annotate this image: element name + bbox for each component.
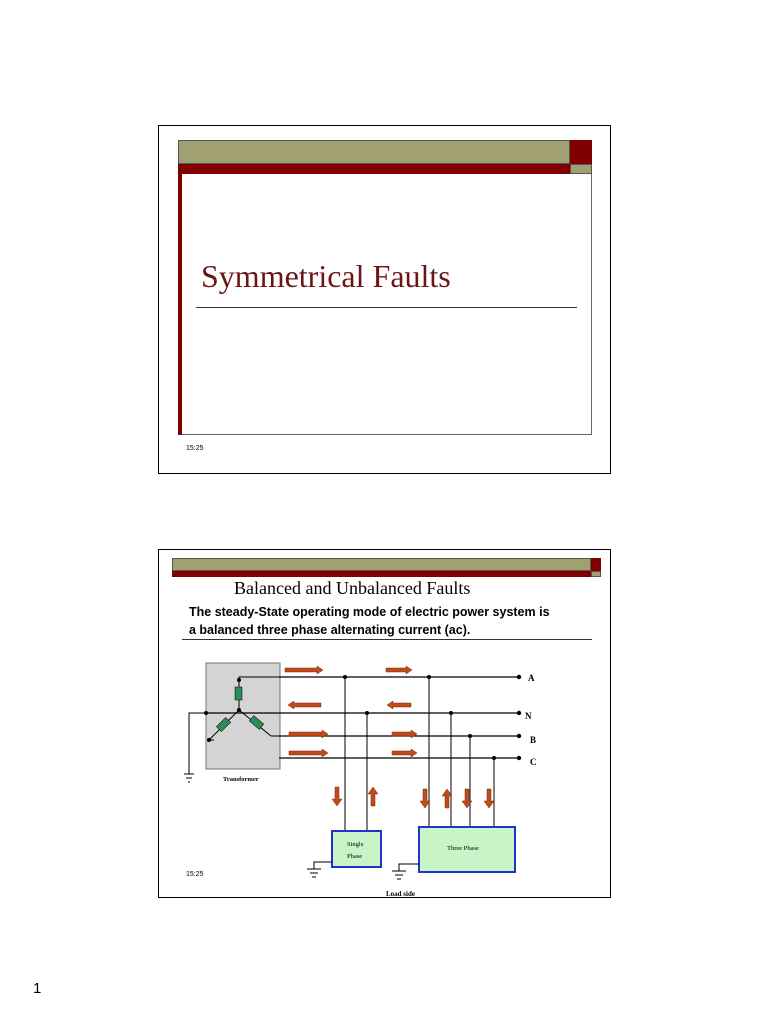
line-label-a: A bbox=[528, 673, 535, 683]
header-olive-square bbox=[570, 164, 592, 174]
frame-bottom-border bbox=[182, 434, 592, 435]
winding-resistor-top bbox=[235, 687, 242, 700]
single-phase-label-2: Phase bbox=[347, 853, 363, 860]
load-side-label: Load side bbox=[386, 890, 415, 897]
arrow-right-a2 bbox=[386, 666, 412, 674]
header-olive-bar bbox=[178, 140, 570, 164]
arrow-right-c2 bbox=[392, 749, 417, 757]
single-phase-label-1: Single bbox=[347, 841, 364, 848]
slide-title: Balanced and Unbalanced Faults bbox=[234, 578, 471, 598]
arrow-right-b2 bbox=[392, 730, 417, 738]
slide-time: 15:25 bbox=[186, 445, 204, 452]
arrow-up-single bbox=[368, 787, 378, 806]
left-maroon-line bbox=[178, 164, 182, 435]
header-maroon-bar bbox=[178, 164, 570, 174]
single-phase-load bbox=[332, 831, 381, 867]
arrow-right-c1 bbox=[289, 749, 328, 757]
page-number: 1 bbox=[33, 980, 42, 997]
arrow-down-three-4 bbox=[484, 789, 494, 808]
transformer-label: Transformer bbox=[223, 776, 259, 783]
three-phase-circuit-diagram bbox=[159, 550, 610, 897]
transformer-box bbox=[206, 663, 280, 769]
slide-balanced-unbalanced-faults bbox=[158, 549, 611, 898]
line-label-b: B bbox=[530, 735, 537, 745]
arrow-right-b1 bbox=[289, 730, 328, 738]
frame-right-border bbox=[591, 174, 592, 435]
arrow-down-single bbox=[332, 787, 342, 806]
slide-title: Symmetrical Faults bbox=[201, 258, 451, 294]
slide-symmetrical-faults bbox=[158, 125, 611, 474]
body-line-1: The steady-State operating mode of electric power system is bbox=[189, 605, 550, 619]
body-line-2: a balanced three phase alternating current (ac). bbox=[189, 623, 471, 637]
header-maroon-square bbox=[570, 140, 592, 164]
title-underline bbox=[196, 307, 577, 308]
line-label-n: N bbox=[525, 711, 532, 721]
line-label-c: C bbox=[530, 757, 537, 767]
three-phase-label: Three Phase bbox=[447, 845, 479, 852]
arrow-right-a1 bbox=[285, 666, 323, 674]
slide-time: 15:25 bbox=[186, 871, 204, 878]
arrow-left-n2 bbox=[387, 701, 411, 709]
arrow-left-n1 bbox=[288, 701, 321, 709]
